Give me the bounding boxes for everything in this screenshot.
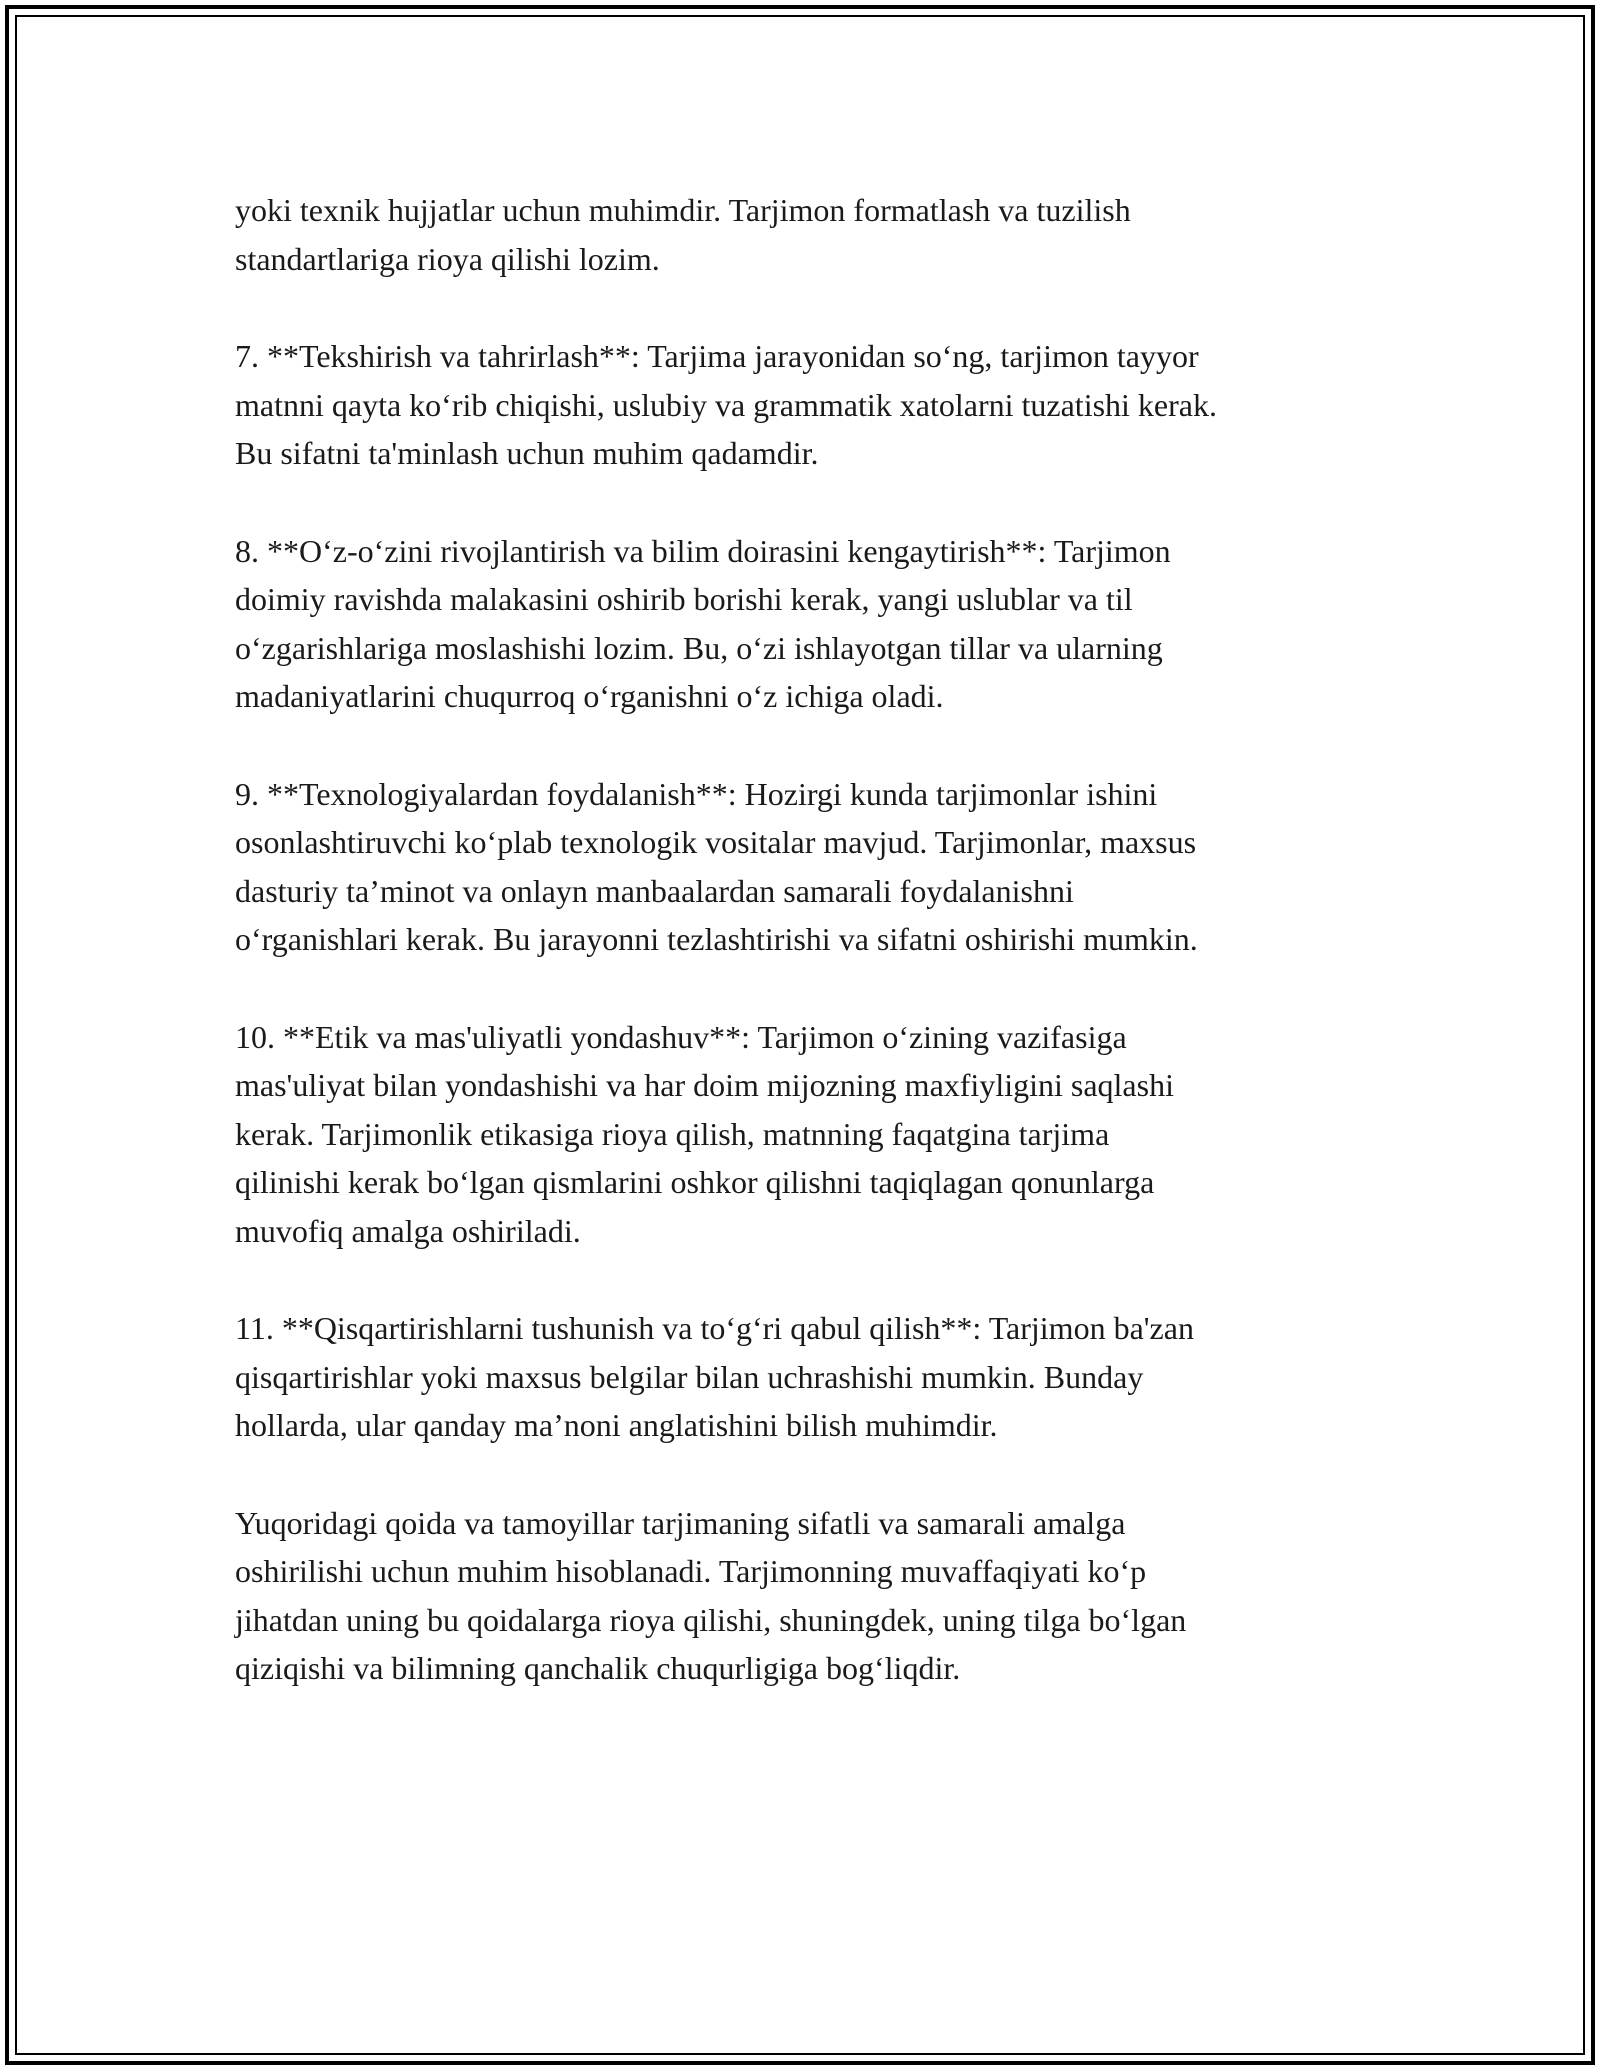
text-line: 8. **O‘z-o‘zini rivojlantirish va bilim doirasini kengaytirish**: Tarjimon [235,532,1171,569]
text-line: o‘zgarishlariga moslashishi lozim. Bu, o‘zi ishlayotgan tillar va ularning [235,629,1163,666]
text-line: doimiy ravishda malakasini oshirib borishi kerak, yangi uslublar va til [235,581,1133,617]
paragraph-item-7 [235,332,1385,478]
text-line: madaniyatlarini chuqurroq o‘rganishni o‘z ichiga oladi. [235,678,944,714]
text-line: qiziqishi va bilimning qanchalik chuqurligiga bog‘liqdir. [235,1650,961,1686]
text-line: dasturiy ta’minot va onlayn manbaalardan samarali foydalanishni [235,872,1074,909]
text-line: yoki texnik hujjatlar uchun muhimdir. Tarjimon formatlash va tuzilish [235,192,1131,228]
text-line: oshirilishi uchun muhim hisoblanadi. Tarjimonning muvaffaqiyati ko‘p [235,1553,1147,1589]
text-line: kerak. Tarjimonlik etikasiga rioya qilish, matnning faqatgina tarjima [235,1115,1110,1152]
text-line: standartlariga rioya qilishi lozim. [235,240,660,277]
text-line: 7. **Tekshirish va tahrirlash**: Tarjima jarayonidan so‘ng, tarjimon tayyor [235,338,1199,374]
text-line: Yuqoridagi qoida va tamoyillar tarjimaning sifatli va samarali amalga [235,1504,1126,1541]
text-line: osonlashtiruvchi ko‘plab texnologik vositalar mavjud. Tarjimonlar, maxsus [235,824,1197,860]
paragraph-item-11 [235,1304,1385,1450]
paragraph-conclusion [235,1499,1385,1693]
text-line: qisqartirishlar yoki maxsus belgilar bilan uchrashishi mumkin. Bunday [235,1358,1144,1395]
text-line: mas'uliyat bilan yondashishi va har doim mijozning maxfiyligini saqlashi [235,1067,1174,1103]
paragraph-item-10 [235,1013,1385,1256]
text-line: muvofiq amalga oshiriladi. [235,1212,581,1249]
paragraph-item-8 [235,527,1385,721]
text-line: hollarda, ular qanday ma’noni anglatishini bilish muhimdir. [235,1407,998,1443]
text-line: 10. **Etik va mas'uliyatli yondashuv**: Tarjimon o‘zining vazifasiga [235,1018,1127,1055]
paragraph-continuation [235,186,1385,283]
text-line: qilinishi kerak bo‘lgan qismlarini oshkor qilishni taqiqlagan qonunlarga [235,1164,1155,1200]
text-line: matnni qayta ko‘rib chiqishi, uslubiy va grammatik xatolarni tuzatishi kerak. [235,386,1217,423]
text-line: o‘rganishlari kerak. Bu jarayonni tezlashtirishi va sifatni oshirishi mumkin. [235,921,1198,957]
text-line: 11. **Qisqartirishlarni tushunish va to‘g‘ri qabul qilish**: Tarjimon ba'zan [235,1310,1194,1346]
document-body [235,186,1385,1742]
text-line: 9. **Texnologiyalardan foydalanish**: Hozirgi kunda tarjimonlar ishini [235,775,1158,812]
paragraph-item-9 [235,770,1385,964]
text-line: Bu sifatni ta'minlash uchun muhim qadamdir. [235,435,819,471]
text-line: jihatdan uning bu qoidalarga rioya qilishi, shuningdek, uning tilga bo‘lgan [235,1601,1187,1638]
